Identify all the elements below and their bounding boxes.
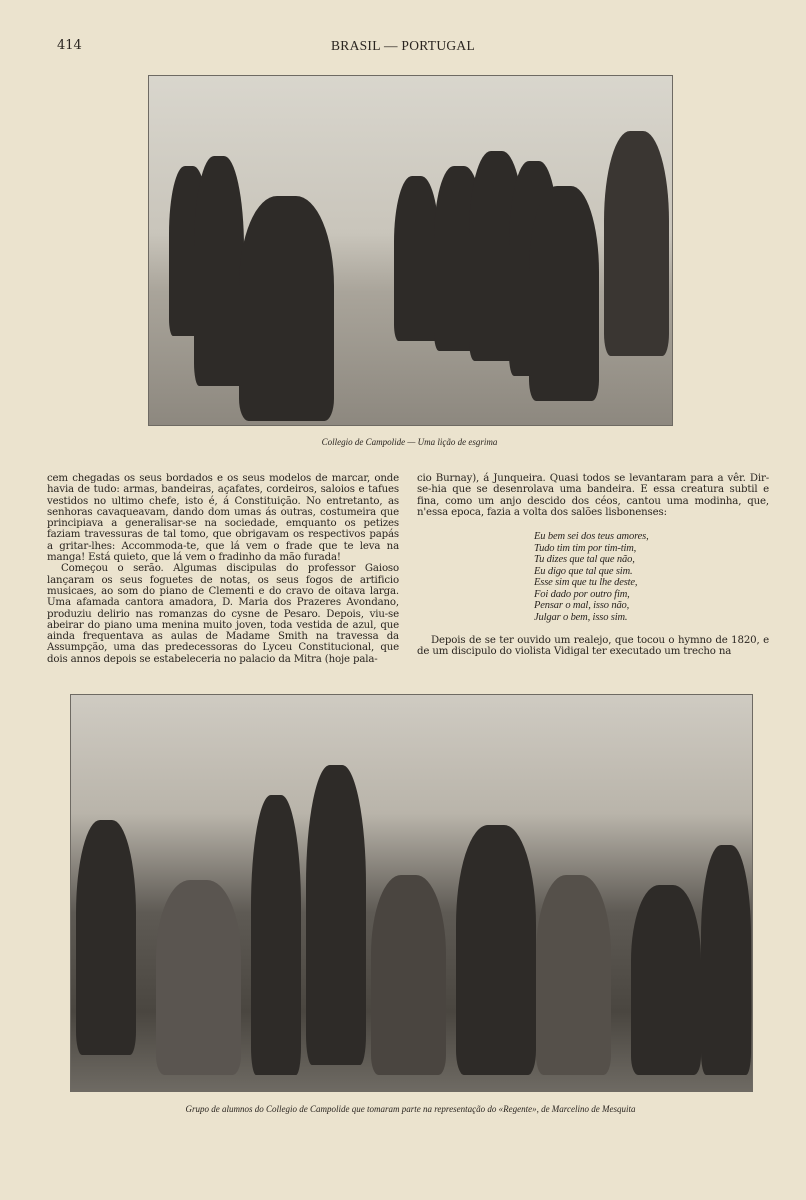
poem-line: Tu dizes que tal que não,	[534, 554, 635, 566]
right-text-column	[417, 473, 769, 658]
poem-line: Julgar o bem, isso sim.	[534, 611, 628, 623]
poem-line: Eu digo que tal que sim.	[534, 565, 633, 577]
paragraph: cem chegadas os seus bordados e os seus modelos de marcar, onde havia de tudo: armas, bandeiras, açafates, cordeiros, saloios e tafues vestidos no ultimo chefe, isto é, á Constituição. No entretanto, as senhoras cavaqueavam, dando dom umas ás outras, costumeira que principiava a generalisar-se na sociedade, emquanto os petizes faziam travessuras de tal tomo, que obrigavam os respectivos papás a gritar-lhes: Accommoda-te, que lá vem o frade que te leva na manga! Está quieto, que lá vem o fradinho da mão furada!	[47, 473, 399, 564]
poem-line: Esse sim que tu lhe deste,	[534, 577, 638, 589]
figure-caption: Collegio de Campolide — Uma lição de esgrima	[321, 437, 498, 447]
paragraph: cio Burnay), á Junqueira. Quasi todos se levantaram para a vêr. Dir-se-hia que se desenrolava uma bandeira. E essa creatura subtil e fina, como um anjo descido dos céos, cantou uma modinha, que, n'essa epoca, fazia a volta dos salões lisbonenses:	[417, 473, 769, 518]
figure-caption: Grupo de alumnos do Collegio de Campolide que tomaram parte na representação do «Regente», de Marcelino de Mesquita	[185, 1104, 636, 1114]
poem-stanza	[534, 531, 769, 577]
paragraph: Começou o serão. Algumas discipulas do professor Gaioso lançaram os seus foguetes de notas, os seus fogos de artificio musicaes, ao som do piano de Clementi e do cravo de oitava larga. Uma afamada cantora amadora, D. Maria dos Prazeres Avondano, produziu delirio nas romanzas do cysne de Pesaro. Depois, viu-se abeirar do piano uma menina muito joven, toda vestida de azul, que ainda frequentava as aulas de Madame Smith na travessa da Assumpção, uma das predecessoras do Lyceu Constitucional, que dois annos depois se estabeleceria no palacio da Mitra (hoje pala-	[47, 563, 399, 665]
poem-line: Tudo tim tim por tim-tim,	[534, 542, 637, 554]
left-text-column	[47, 473, 399, 665]
page-number: 414	[57, 38, 82, 53]
poem-line: Eu bem sei dos teus amores,	[534, 531, 649, 543]
running-header: BRASIL — PORTUGAL	[330, 38, 476, 53]
paragraph: Depois de se ter ouvido um realejo, que tocou o hymno de 1820, e de um discipulo do violista Vidigal ter executado um trecho na	[417, 635, 769, 658]
poem-line: Foi dado por outro fim,	[534, 588, 630, 600]
fencing-lesson-photo	[148, 75, 673, 426]
poem-stanza	[534, 577, 769, 623]
student-group-photo	[70, 694, 753, 1092]
poem	[534, 531, 769, 623]
poem-line: Pensar o mal, isso não,	[534, 600, 630, 612]
